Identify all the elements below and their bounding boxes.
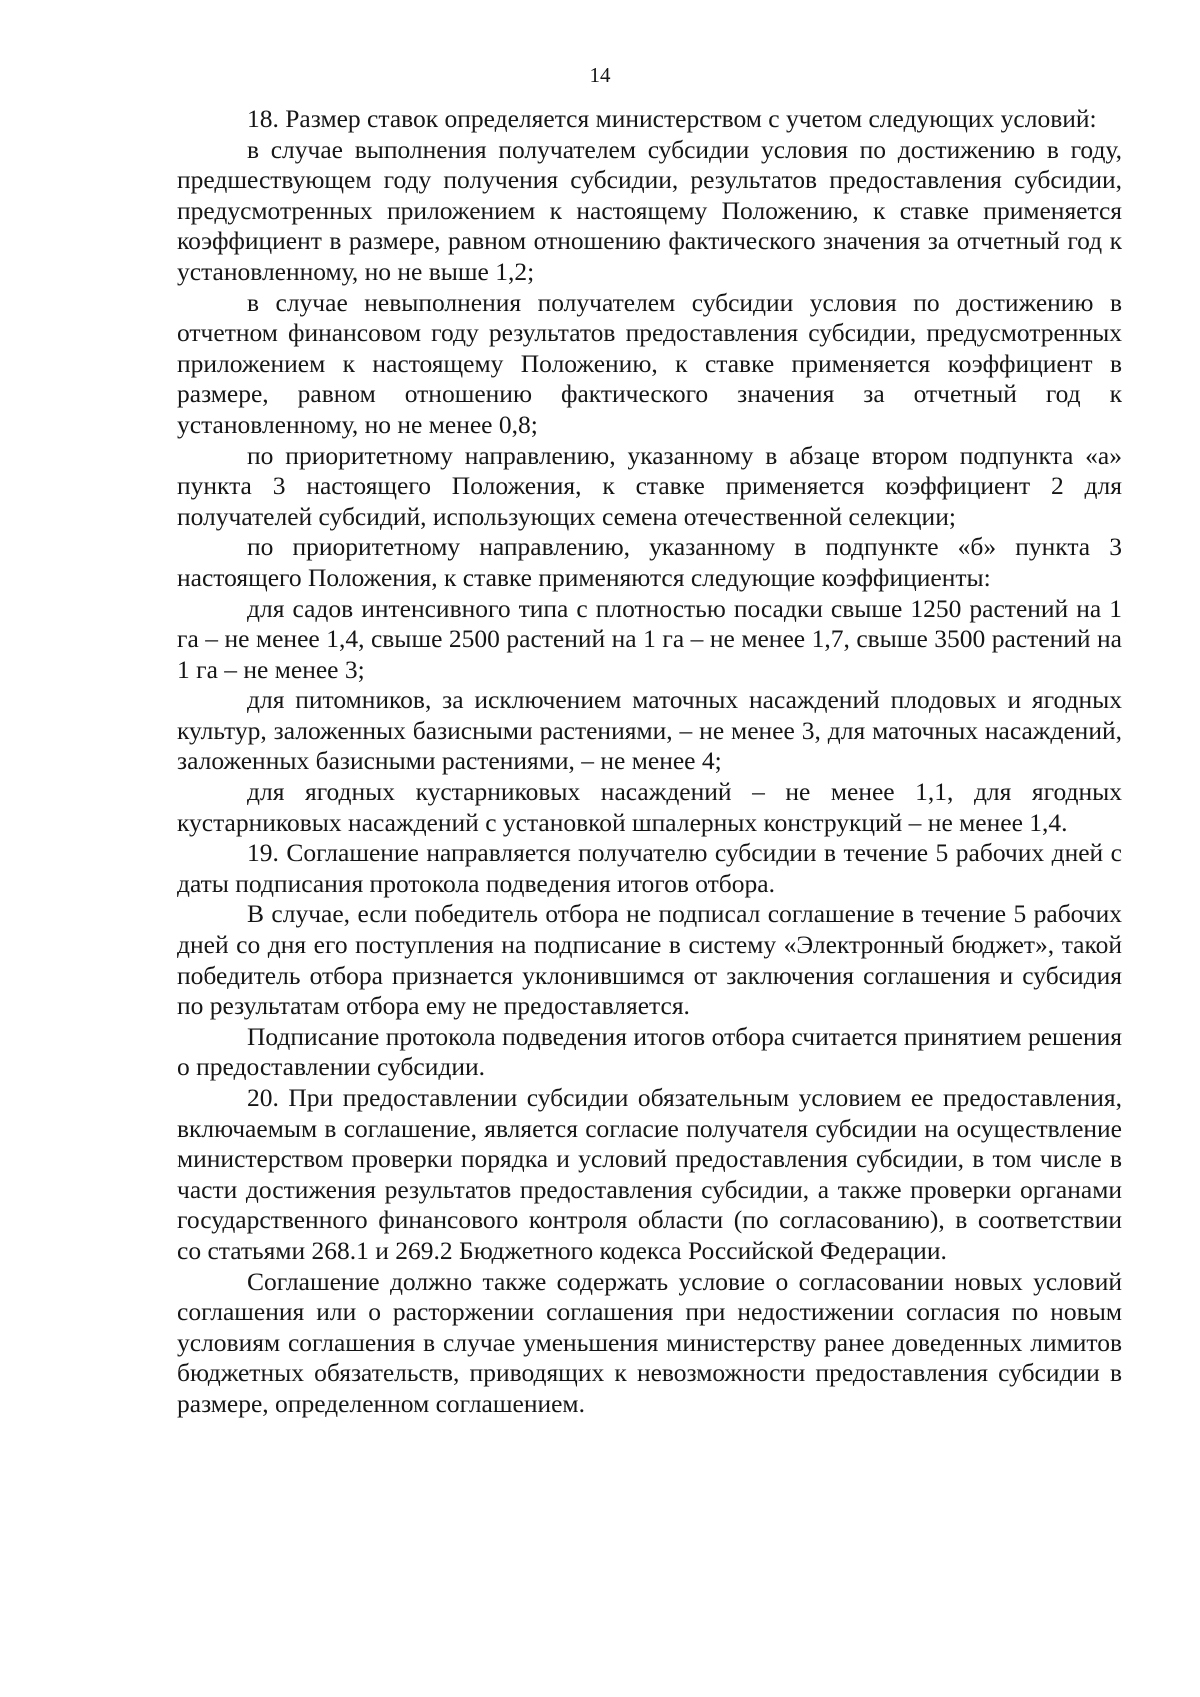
- document-body: [177, 104, 1122, 1420]
- paragraph-18-priority-a: по приоритетному направлению, указанному в абзаце втором подпункта «а» пункта 3 настоящего Положения, к ставке применяется коэффициент 2 для получателей субсидий, использующих семена отечественной селекции;: [177, 440, 1122, 531]
- paragraph-20-agreement-terms: Соглашение должно также содержать условие о согласовании новых условий соглашения или о расторжении соглашения при недостижении согласия по новым условиям соглашения в случае уменьшения министерству ранее доведенных лимитов бюджетных обязательств, приводящих к невозможности предоставления субсидии в размере, определенном соглашением.: [177, 1266, 1122, 1418]
- paragraph-19: 19. Соглашение направляется получателю субсидии в течение 5 рабочих дней с даты подписания протокола подведения итогов отбора.: [177, 838, 1122, 898]
- paragraph-19-protocol: Подписание протокола подведения итогов отбора считается принятием решения о предоставлении субсидии.: [177, 1021, 1122, 1082]
- paragraph-18-condition-unfulfilled: в случае невыполнения получателем субсидии условия по достижению в отчетном финансовом году результатов предоставления субсидии, предусмотренных приложением к настоящему Положению, к ставке применяется коэффициент в размере, равном отношению фактического значения за отчетный год к установленному, но не менее 0,8;: [177, 287, 1122, 439]
- paragraph-18-nurseries: для питомников, за исключением маточных насаждений плодовых и ягодных культур, заложенных базисными растениями, – не менее 3, для маточных насаждений, заложенных базисными растениями, – не менее 4;: [177, 685, 1122, 776]
- paragraph-18-intensive-gardens: для садов интенсивного типа с плотностью посадки свыше 1250 растений на 1 га – не менее 1,4, свыше 2500 растений на 1 га – не менее 1,7, свыше 3500 растений на 1 га – не менее 3;: [177, 593, 1122, 684]
- paragraph-19-evasion: В случае, если победитель отбора не подписал соглашение в течение 5 рабочих дней со дня его поступления на подписание в систему «Электронный бюджет», такой победитель отбора признается уклонившимся от заключения соглашения и субсидия по результатам отбора ему не предоставляется.: [177, 899, 1122, 1021]
- paragraph-20: 20. При предоставлении субсидии обязательным условием ее предоставления, включаемым в соглашение, является согласие получателя субсидии на осуществление министерством проверки порядка и условий предоставления субсидии, в том числе в части достижения результатов предоставления субсидии, а также проверки органами государственного финансового контроля области (по согласованию), в соответствии со статьями 268.1 и 269.2 Бюджетного кодекса Российской Федерации.: [177, 1083, 1122, 1265]
- paragraph-18: 18. Размер ставок определяется министерством с учетом следующих условий:: [247, 104, 1097, 133]
- paragraph-18-priority-b: по приоритетному направлению, указанному в подпункте «б» пункта 3 настоящего Положения, к ставке применяются следующие коэффициенты:: [177, 532, 1122, 592]
- paragraph-18-berry-shrubs: для ягодных кустарниковых насаждений – не менее 1,1, для ягодных кустарниковых насаждений с установкой шпалерных конструкций – не менее 1,4.: [177, 777, 1122, 837]
- paragraph-18-condition-fulfilled: в случае выполнения получателем субсидии условия по достижению в году, предшествующем году получения субсидии, результатов предоставления субсидии, предусмотренных приложением к настоящему Положению, к ставке применяется коэффициент в размере, равном отношению фактического значения за отчетный год к установленному, но не выше 1,2;: [177, 134, 1122, 286]
- page-number: 14: [589, 63, 611, 87]
